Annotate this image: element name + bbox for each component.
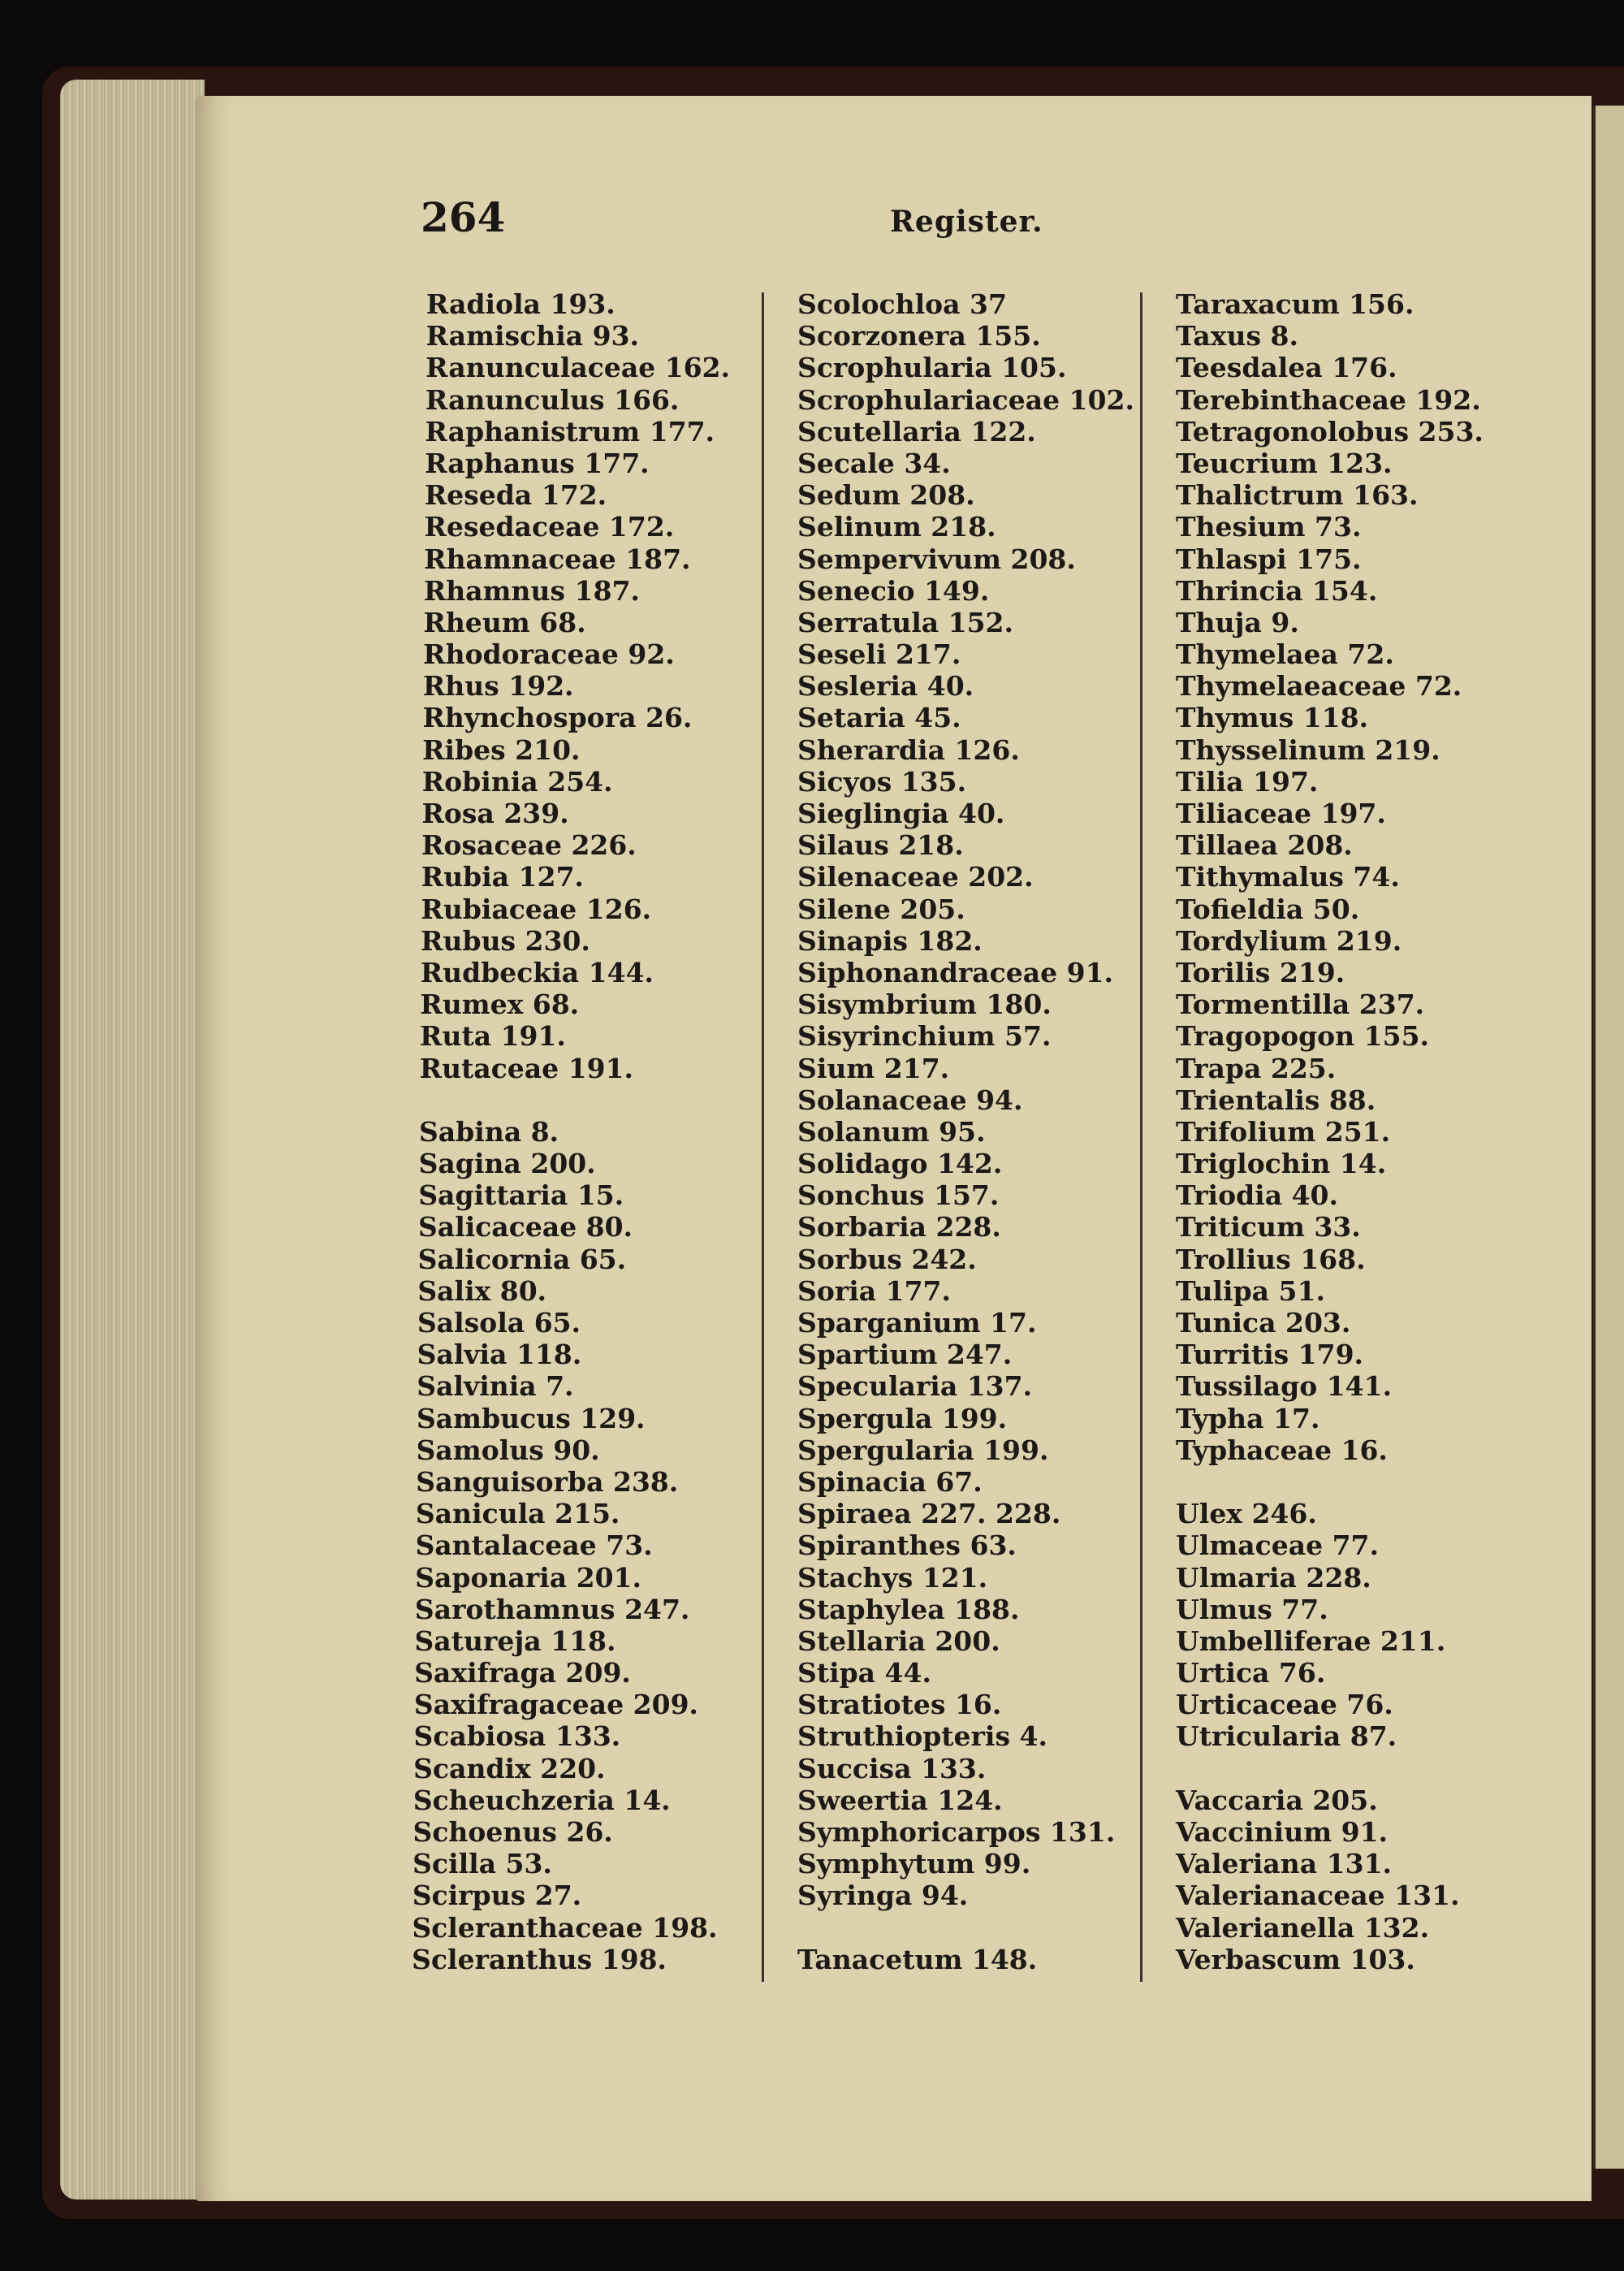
index-entry: Silaus 218. xyxy=(797,829,964,862)
index-entry: Utricularia 87. xyxy=(1176,1720,1397,1753)
index-entry: Stipa 44. xyxy=(797,1657,931,1689)
index-entry: Raphanistrum 177. xyxy=(425,415,715,448)
index-entry: Stratiotes 16. xyxy=(797,1689,1002,1721)
index-entry: Specularia 137. xyxy=(797,1370,1033,1403)
index-entry: Satureja 118. xyxy=(414,1624,616,1657)
index-entry: Rhynchospora 26. xyxy=(422,702,693,734)
index-entry: Sherardia 126. xyxy=(797,733,1020,766)
index-entry: Spergula 199. xyxy=(797,1402,1008,1434)
index-entry: Resedaceae 172. xyxy=(424,511,675,543)
index-entry: Thuja 9. xyxy=(1176,606,1299,638)
index-entry: Urticaceae 76. xyxy=(1176,1689,1393,1721)
index-column-3 xyxy=(1176,288,1484,1975)
index-entry: Teucrium 123. xyxy=(1176,447,1393,479)
index-entry: Valerianaceae 131. xyxy=(1176,1880,1460,1912)
index-entry: Rubiaceae 126. xyxy=(421,893,652,925)
index-entry: Teesdalea 176. xyxy=(1176,352,1397,384)
index-entry: Spinacia 67. xyxy=(797,1465,983,1498)
index-entry: Verbascum 103. xyxy=(1176,1943,1415,1975)
index-entry: Vaccinium 91. xyxy=(1176,1816,1389,1848)
index-entry: Succisa 133. xyxy=(797,1752,987,1784)
index-entry: Salvia 118. xyxy=(417,1339,582,1371)
index-entry: Scheuchzeria 14. xyxy=(412,1784,671,1816)
index-entry: Tillaea 208. xyxy=(1176,829,1353,862)
index-entry: Scirpus 27. xyxy=(412,1880,582,1912)
index-entry: Spergularia 199. xyxy=(797,1434,1049,1466)
index-entry: Rhus 192. xyxy=(422,670,574,703)
index-entry: Trientalis 88. xyxy=(1176,1084,1376,1116)
index-entry: Rhodoraceae 92. xyxy=(422,638,675,671)
index-entry: Scrophulariaceae 102. xyxy=(797,383,1134,416)
index-gap xyxy=(1176,1466,1484,1498)
index-entry: Triodia 40. xyxy=(1176,1179,1338,1212)
index-entry: Ranunculaceae 162. xyxy=(425,352,731,384)
index-entry: Tilia 197. xyxy=(1176,765,1319,798)
index-entry: Tithymalus 74. xyxy=(1176,861,1400,893)
index-entry: Tulipa 51. xyxy=(1176,1274,1325,1307)
index-entry: Saxifraga 209. xyxy=(414,1657,632,1689)
facing-page-edge xyxy=(1593,106,1624,2169)
index-entry: Sisymbrium 180. xyxy=(797,988,1052,1021)
index-entry: Rhamnaceae 187. xyxy=(423,543,691,575)
index-entry: Ribes 210. xyxy=(421,733,581,766)
index-entry: Urtica 76. xyxy=(1176,1657,1326,1689)
index-entry: Sambucus 129. xyxy=(416,1402,646,1434)
index-entry: Sinapis 182. xyxy=(797,924,983,957)
index-entry: Scolochloa 37 xyxy=(797,288,1007,320)
index-entry: Salicornia 65. xyxy=(417,1243,627,1275)
index-entry: Sieglingia 40. xyxy=(797,798,1005,829)
index-entry: Sanguisorba 238. xyxy=(416,1465,679,1498)
index-entry: Trollius 168. xyxy=(1176,1243,1366,1275)
index-entry: Stellaria 200. xyxy=(797,1624,1000,1657)
index-entry: Salix 80. xyxy=(417,1274,547,1307)
index-entry: Valerianella 132. xyxy=(1176,1911,1430,1944)
index-entry: Scorzonera 155. xyxy=(797,320,1041,353)
index-entry: Ulmaceae 77. xyxy=(1176,1529,1379,1562)
index-entry: Sicyos 135. xyxy=(797,765,967,798)
index-entry: Thymus 118. xyxy=(1176,702,1369,734)
index-entry: Valeriana 131. xyxy=(1176,1848,1393,1880)
index-entry: Robinia 254. xyxy=(421,765,613,798)
index-entry: Siphonandraceae 91. xyxy=(797,956,1114,988)
index-entry: Scrophularia 105. xyxy=(797,352,1067,384)
index-entry: Ulex 246. xyxy=(1176,1498,1317,1530)
index-entry: Sisyrinchium 57. xyxy=(797,1020,1052,1053)
index-entry: Solidago 142. xyxy=(797,1148,1003,1180)
index-entry: Symphoricarpos 131. xyxy=(797,1816,1116,1848)
index-entry: Spiraea 227. 228. xyxy=(797,1498,1061,1530)
index-entry: Sagittaria 15. xyxy=(418,1179,624,1212)
index-entry: Typha 17. xyxy=(1176,1402,1320,1434)
index-entry: Seseli 217. xyxy=(797,638,961,671)
index-entry: Rheum 68. xyxy=(423,606,586,638)
index-entry: Tiliaceae 197. xyxy=(1176,798,1386,829)
running-title: Register. xyxy=(890,205,1043,239)
index-entry: Ulmus 77. xyxy=(1176,1593,1328,1625)
index-entry: Scabiosa 133. xyxy=(413,1720,621,1753)
index-entry: Scilla 53. xyxy=(412,1848,553,1880)
index-entry: Rumex 68. xyxy=(420,988,580,1021)
index-entry: Symphytum 99. xyxy=(797,1848,1031,1880)
index-entry: Sparganium 17. xyxy=(797,1307,1037,1339)
index-entry: Scleranthaceae 198. xyxy=(412,1911,718,1944)
index-entry: Setaria 45. xyxy=(797,702,961,734)
index-entry: Tanacetum 148. xyxy=(797,1943,1038,1975)
index-entry: Samolus 90. xyxy=(416,1434,600,1466)
index-entry: Thesium 73. xyxy=(1176,511,1362,543)
index-entry: Typhaceae 16. xyxy=(1176,1434,1388,1466)
index-entry: Thymelaea 72. xyxy=(1176,638,1394,671)
index-entry: Santalaceae 73. xyxy=(415,1529,653,1562)
index-entry: Sorbaria 228. xyxy=(797,1211,1001,1244)
index-entry: Sesleria 40. xyxy=(797,670,974,703)
index-gap xyxy=(797,1912,1134,1944)
index-entry: Senecio 149. xyxy=(797,574,990,607)
index-entry: Sweertia 124. xyxy=(797,1784,1003,1816)
index-entry: Sabina 8. xyxy=(418,1115,559,1148)
index-entry: Sempervivum 208. xyxy=(797,543,1076,575)
index-entry: Thysselinum 219. xyxy=(1176,733,1440,766)
index-entry: Sarothamnus 247. xyxy=(414,1593,690,1625)
index-entry: Rudbeckia 144. xyxy=(420,956,654,988)
index-entry: Staphylea 188. xyxy=(797,1593,1020,1625)
index-entry: Raphanus 177. xyxy=(425,447,650,479)
column-divider-1 xyxy=(762,292,764,1982)
index-entry: Triticum 33. xyxy=(1176,1211,1361,1244)
index-entry: Rhamnus 187. xyxy=(423,574,641,607)
index-entry: Tetragonolobus 253. xyxy=(1176,415,1484,448)
index-entry: Tormentilla 237. xyxy=(1176,988,1425,1021)
index-entry: Ranunculus 166. xyxy=(425,383,680,416)
index-entry: Ramischia 93. xyxy=(425,320,640,353)
index-entry: Tragopogon 155. xyxy=(1176,1020,1430,1053)
index-entry: Spiranthes 63. xyxy=(797,1529,1017,1562)
index-gap xyxy=(1176,1753,1484,1784)
index-entry: Rubus 230. xyxy=(420,924,591,957)
index-entry: Reseda 172. xyxy=(424,479,607,512)
index-entry: Sium 217. xyxy=(797,1052,950,1084)
index-column-2 xyxy=(797,288,1134,1975)
index-entry: Salsola 65. xyxy=(417,1307,581,1339)
index-entry: Tunica 203. xyxy=(1176,1307,1351,1339)
index-entry: Taraxacum 156. xyxy=(1176,288,1415,320)
index-entry: Saxifragaceae 209. xyxy=(413,1689,699,1721)
column-divider-2 xyxy=(1140,292,1142,1982)
index-entry: Rosa 239. xyxy=(421,798,569,829)
index-entry: Trifolium 251. xyxy=(1176,1115,1391,1148)
index-entry: Triglochin 14. xyxy=(1176,1148,1387,1180)
index-entry: Scutellaria 122. xyxy=(797,415,1036,448)
index-entry: Thymelaeaceae 72. xyxy=(1176,670,1462,703)
index-entry: Schoenus 26. xyxy=(412,1816,614,1848)
index-entry: Ulmaria 228. xyxy=(1176,1561,1371,1594)
page-edges xyxy=(60,80,205,2200)
index-entry: Trapa 225. xyxy=(1176,1052,1337,1084)
index-entry: Sonchus 157. xyxy=(797,1179,1000,1212)
index-entry: Ruta 191. xyxy=(419,1020,567,1053)
page-number: 264 xyxy=(421,193,506,241)
index-entry: Torilis 219. xyxy=(1176,956,1345,988)
index-entry: Struthiopteris 4. xyxy=(797,1720,1047,1753)
index-entry: Taxus 8. xyxy=(1176,320,1298,353)
index-entry: Sedum 208. xyxy=(797,479,975,512)
index-entry: Thalictrum 163. xyxy=(1176,479,1419,512)
index-entry: Scandix 220. xyxy=(412,1752,606,1784)
index-entry: Terebinthaceae 192. xyxy=(1176,383,1481,416)
index-entry: Stachys 121. xyxy=(797,1561,988,1594)
index-entry: Radiola 193. xyxy=(425,288,616,320)
index-entry: Soria 177. xyxy=(797,1274,952,1307)
index-entry: Salicaceae 80. xyxy=(417,1211,633,1244)
index-entry: Secale 34. xyxy=(797,447,951,479)
index-entry: Saponaria 201. xyxy=(415,1561,642,1594)
index-entry: Rubia 127. xyxy=(421,861,585,893)
index-entry: Solanum 95. xyxy=(797,1115,986,1148)
index-entry: Rosaceae 226. xyxy=(421,829,637,862)
index-entry: Thrincia 154. xyxy=(1176,574,1378,607)
index-entry: Thlaspi 175. xyxy=(1176,543,1362,575)
index-entry: Rutaceae 191. xyxy=(419,1052,634,1084)
index-entry: Solanaceae 94. xyxy=(797,1084,1023,1116)
index-entry: Syringa 94. xyxy=(797,1880,969,1912)
index-entry: Sorbus 242. xyxy=(797,1243,977,1275)
index-entry: Vaccaria 205. xyxy=(1176,1784,1378,1816)
index-entry: Selinum 218. xyxy=(797,511,996,543)
index-entry: Scleranthus 198. xyxy=(411,1943,667,1975)
index-entry: Tordylium 219. xyxy=(1176,924,1402,957)
index-entry: Sanicula 215. xyxy=(415,1498,620,1530)
index-entry: Silene 205. xyxy=(797,893,965,925)
index-entry: Umbelliferae 211. xyxy=(1176,1624,1446,1657)
index-entry: Turritis 179. xyxy=(1176,1339,1364,1371)
index-entry: Tussilago 141. xyxy=(1176,1370,1393,1403)
index-entry: Spartium 247. xyxy=(797,1339,1013,1371)
index-entry: Salvinia 7. xyxy=(417,1370,574,1403)
index-gap xyxy=(419,1084,725,1116)
index-entry: Silenaceae 202. xyxy=(797,861,1034,893)
index-column-1 xyxy=(412,288,732,1975)
index-entry: Serratula 152. xyxy=(797,606,1013,638)
index-entry: Sagina 200. xyxy=(418,1148,596,1180)
index-entry: Tofieldia 50. xyxy=(1176,893,1360,925)
